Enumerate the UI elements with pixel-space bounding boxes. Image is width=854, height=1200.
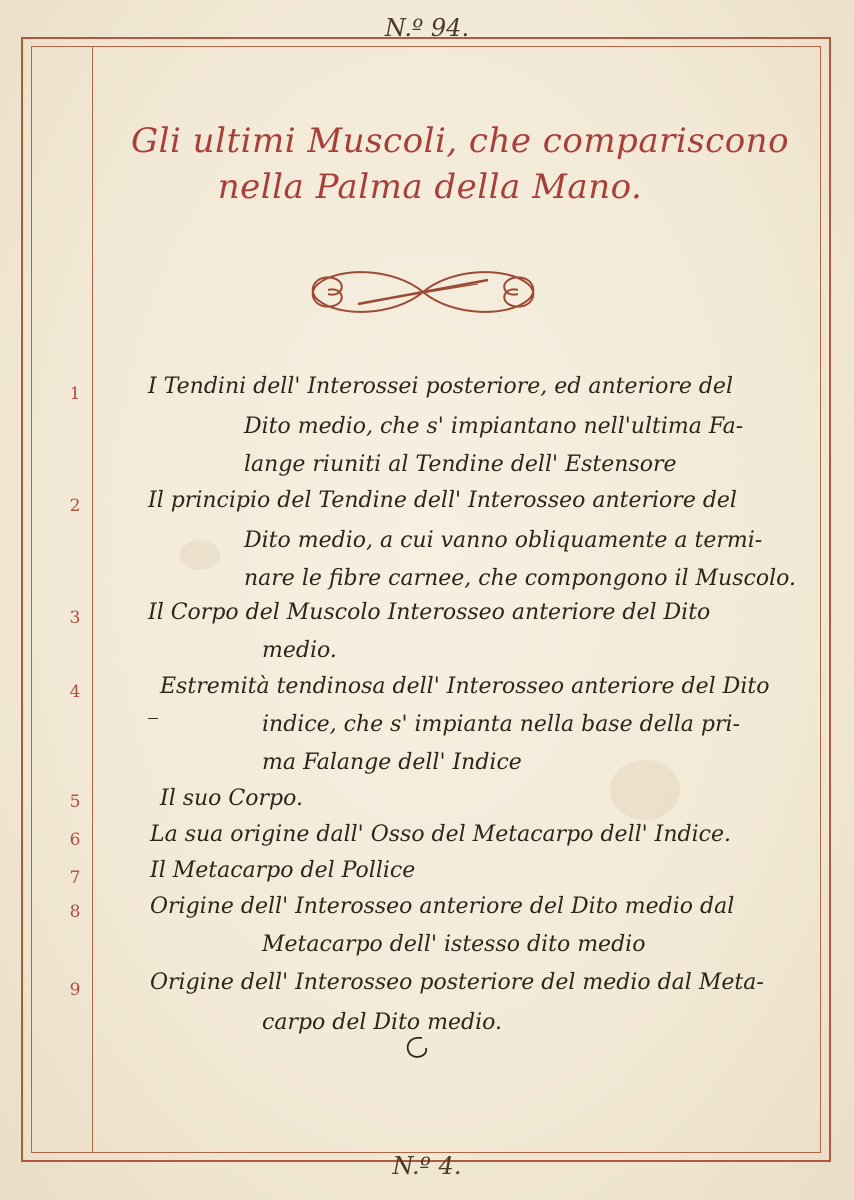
title-line-1: Gli ultimi Muscoli, che compariscono — [130, 121, 790, 161]
entry-1-line-2: Dito medio, che s' impiantano nell'ultima Fa- — [244, 414, 744, 439]
page-title — [120, 118, 800, 210]
entry-1-line-1: I Tendini dell' Interossei posteriore, ed anteriore del — [148, 374, 733, 399]
entry-number-3: 3 — [69, 608, 81, 628]
entry-7-line-1: Il Metacarpo del Pollice — [150, 858, 416, 883]
entry-8-line-1: Origine dell' Interosseo anteriore del Dito medio dal — [150, 894, 735, 919]
entry-number-9: 9 — [69, 980, 81, 1000]
entry-number-8: 8 — [69, 902, 81, 922]
entry-3-line-1: Il Corpo del Muscolo Interosseo anteriore del Dito — [148, 600, 711, 625]
closing-flourish — [398, 1032, 438, 1062]
entry-2-line-1: Il principio del Tendine dell' Interosseo anteriore del — [148, 488, 737, 513]
entry-1-line-3: lange riuniti al Tendine dell' Estensore — [244, 452, 677, 477]
entry-number-4: 4 — [69, 682, 81, 702]
entry-4-line-1: Estremità tendinosa dell' Interosseo anteriore del Dito — [160, 674, 770, 699]
entry-number-2: 2 — [69, 496, 81, 516]
page-number-top: N.º 94. — [384, 14, 470, 42]
entry-4-line-3: ma Falange dell' Indice — [262, 750, 522, 775]
entry-5-line-1: Il suo Corpo. — [160, 786, 303, 811]
entry-number-1: 1 — [69, 384, 81, 404]
entry-4-line-2: indice, che s' impianta nella base della pri- — [262, 712, 740, 737]
entry-number-6: 6 — [69, 830, 81, 850]
entry-2-line-2: Dito medio, a cui vanno obliquamente a termi- — [244, 528, 763, 553]
entry-9-line-2: carpo del Dito medio. — [262, 1010, 503, 1035]
entry-number-5: 5 — [69, 792, 81, 812]
title-line-2: nella Palma della Mano. — [217, 167, 643, 207]
flourish-ornament — [298, 262, 548, 322]
page-number-bottom: N.º 4. — [392, 1152, 462, 1180]
entry-2-line-3: nare le fibre carnee, che compongono il Muscolo. — [244, 566, 796, 591]
entry-9-line-1: Origine dell' Interosseo posteriore del medio dal Meta- — [150, 970, 764, 995]
entry-8-line-2: Metacarpo dell' istesso dito medio — [262, 932, 646, 957]
entry-6-line-1: La sua origine dall' Osso del Metacarpo dell' Indice. — [150, 822, 731, 847]
entry-number-7: 7 — [69, 868, 81, 888]
margin-dash — [148, 718, 158, 719]
entry-3-line-2: medio. — [262, 638, 337, 663]
